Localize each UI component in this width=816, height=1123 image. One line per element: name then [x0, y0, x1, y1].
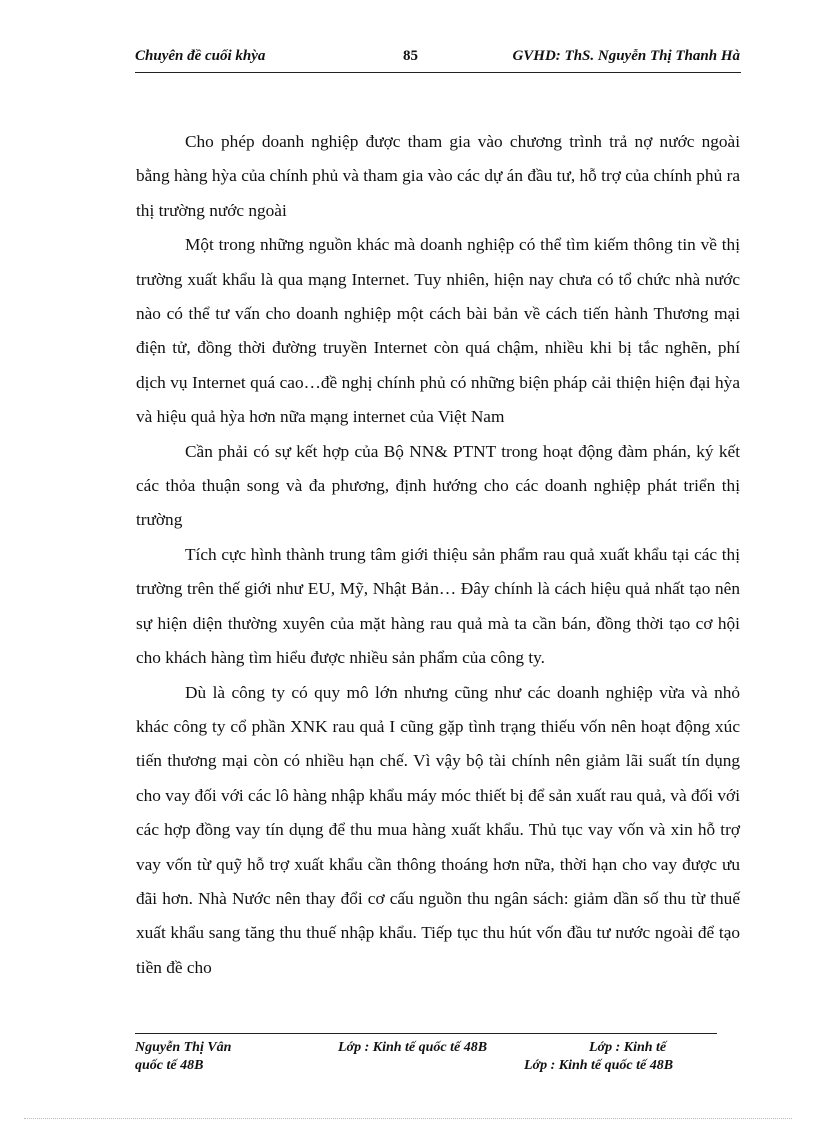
header-supervisor: GVHD: ThS. Nguyễn Thị Thanh Hà — [512, 48, 740, 64]
footer-class-label-second: Lớp : Kinh tế quốc tế 48B — [524, 1058, 674, 1073]
header-divider — [135, 72, 741, 73]
paragraph: Cần phải có sự kết hợp của Bộ NN& PTNT trong hoạt động đàm phán, ký kết các thỏa thuận song và đa phương, định hướng cho các doanh nghiệp phát triển thị trường — [136, 441, 740, 530]
paragraph: Một trong những nguồn khác mà doanh nghiệp có thể tìm kiếm thông tin về thị trường xuất khẩu là qua mạng Internet. Tuy nhiên, hiện nay chưa có tổ chức nhà nước nào có thể tư vấn cho doanh nghiệp một cách bài bản về cách tiến hành Thương mại điện tử, đồng thời đường truyền Internet còn quá chậm, nhiều khi bị tắc nghẽn, phí dịch vụ Internet quá cao…đề nghị chính phủ có những biện pháp cải thiện hiện đại hỳa và hiệu quả hỳa hơn nữa mạng internet của Việt Nam — [136, 235, 740, 427]
header-page-number: 85 — [403, 48, 418, 64]
paragraph: Tích cực hình thành trung tâm giới thiệu sản phẩm rau quả xuất khẩu tại các thị trường trên thế giới như EU, Mỹ, Nhật Bản… Đây chính là cách hiệu quả nhất tạo nên sự hiện diện thường xuyên của mặt hàng rau quả mà ta cần bán, đồng thời tạo cơ hội cho khách hàng tìm hiểu được nhiều sản phẩm của công ty. — [136, 544, 740, 668]
paragraph: Dù là công ty có quy mô lớn nhưng cũng như các doanh nghiệp vừa và nhỏ khác công ty cổ phần XNK rau quả I cũng gặp tình trạng thiếu vốn nên hoạt động xúc tiến thương mại còn có nhiều hạn chế. Vì vậy bộ tài chính nên giảm lãi suất tín dụng cho vay đối với các lô hàng nhập khẩu máy móc thiết bị để sản xuất rau quả, và đối với các hợp đồng vay tín dụng để thu mua hàng xuất khẩu. Thủ tục vay vốn và xin hỗ trợ vay vốn từ quỹ hỗ trợ xuất khẩu cần thông thoáng hơn nữa, thời hạn cho vay được ưu đãi hơn. Nhà Nước nên thay đổi cơ cấu nguồn thu ngân sách: giảm dần số thu từ thuế xuất khẩu sang tăng thu thuế nhập khẩu. Tiếp tục thu hút vốn đầu tư nước ngoài để tạo tiền đề cho — [136, 682, 740, 977]
page-header — [135, 48, 740, 70]
document-body — [136, 125, 740, 985]
header-document-title: Chuyên đề cuối khỳa — [135, 48, 266, 64]
footer-class-continuation: quốc tế 48B — [135, 1058, 204, 1073]
page-footer — [0, 1040, 816, 1080]
footer-author-name: Nguyễn Thị Vân — [135, 1040, 232, 1055]
footer-class-fragment: Lớp : Kinh tế — [589, 1040, 667, 1055]
footer-class-label: Lớp : Kinh tế quốc tế 48B — [338, 1040, 488, 1055]
footer-divider — [135, 1033, 717, 1034]
paragraph: Cho phép doanh nghiệp được tham gia vào chương trình trả nợ nước ngoài bằng hàng hỳa của chính phủ và tham gia vào các dự án đầu tư, hỗ trợ của chính phủ ra thị trường nước ngoài — [136, 132, 740, 220]
page-bottom-border — [24, 1118, 792, 1119]
